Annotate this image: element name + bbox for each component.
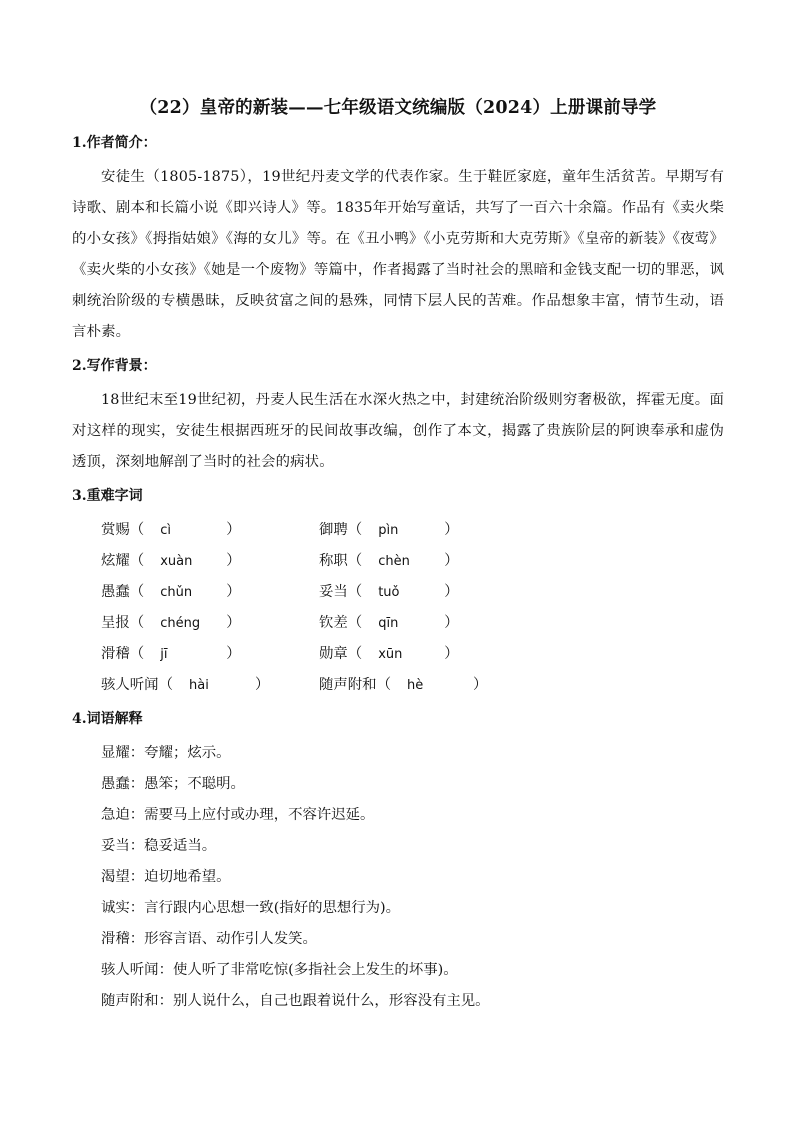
definition-item: 愚蠢：愚笨；不聪明。 — [101, 776, 245, 792]
character-word: 随声附和 — [319, 677, 377, 693]
character-grid — [72, 515, 724, 701]
character-item — [101, 546, 319, 577]
close-paren: ） — [444, 584, 459, 600]
open-paren: （ — [129, 553, 145, 569]
character-pinyin: qīn — [378, 616, 399, 631]
close-paren: ） — [226, 615, 241, 631]
close-paren: ） — [444, 646, 459, 662]
character-word: 骇人听闻 — [101, 677, 159, 693]
character-word: 勋章 — [319, 646, 348, 662]
close-paren: ） — [226, 553, 241, 569]
close-paren: ） — [472, 677, 488, 693]
open-paren: （ — [129, 584, 145, 600]
character-row — [101, 639, 724, 670]
close-paren: ） — [226, 522, 241, 538]
character-pinyin: xuàn — [160, 554, 193, 569]
open-paren: （ — [347, 522, 363, 538]
close-paren: ） — [254, 677, 270, 693]
character-row — [101, 546, 724, 577]
character-word: 称职 — [319, 553, 348, 569]
definition-item: 妥当：稳妥适当。 — [101, 838, 217, 854]
definition-item: 骇人听闻：使人听了非常吃惊(多指社会上发生的坏事)。 — [101, 962, 458, 978]
character-pinyin: chèn — [378, 554, 410, 569]
open-paren: （ — [376, 677, 391, 693]
section-heading-background: 2.写作背景： — [72, 358, 157, 374]
section-heading-definitions: 4.词语解释 — [72, 711, 143, 727]
character-item — [319, 515, 459, 546]
character-item — [319, 546, 459, 577]
character-pinyin: pìn — [378, 523, 399, 538]
character-word: 炫耀 — [101, 553, 130, 569]
character-word: 呈报 — [101, 615, 130, 631]
character-pinyin: cì — [160, 523, 171, 538]
open-paren: （ — [129, 646, 145, 662]
document-page — [72, 96, 724, 1023]
character-item — [101, 670, 319, 701]
definition-item: 诚实：言行跟内心思想一致(指好的思想行为)。 — [101, 900, 401, 916]
open-paren: （ — [347, 646, 363, 662]
character-word: 愚蠢 — [101, 584, 130, 600]
character-row — [101, 670, 724, 701]
character-pinyin: tuǒ — [378, 585, 400, 600]
definition-item: 滑稽：形容言语、动作引人发笑。 — [101, 931, 317, 947]
character-item — [319, 670, 487, 701]
character-word: 御聘 — [319, 522, 348, 538]
character-item — [101, 515, 319, 546]
open-paren: （ — [129, 522, 145, 538]
close-paren: ） — [444, 522, 459, 538]
close-paren: ） — [444, 553, 459, 569]
definition-item: 随声附和：别人说什么，自己也跟着说什么，形容没有主见。 — [101, 993, 490, 1009]
section-definitions — [72, 707, 724, 1017]
character-item — [101, 608, 319, 639]
definition-list — [72, 738, 724, 1017]
section-background — [72, 354, 724, 478]
character-pinyin: jī — [160, 647, 168, 662]
open-paren: （ — [158, 677, 173, 693]
character-pinyin: hè — [406, 678, 424, 693]
section-heading-characters: 3.重难字词 — [72, 488, 143, 504]
author-paragraph: 安徒生（1805-1875），19世纪丹麦文学的代表作家。生于鞋匠家庭，童年生活贫苦。早期写有诗歌、剧本和长篇小说《即兴诗人》等。1835年开始写童话，共写了一百六十余篇。作品有《卖火柴的小女孩》《拇指姑娘》《海的女儿》等。在《丑小鸭》《小克劳斯和大克劳斯》《皇帝的新装》《夜莺》《卖火柴的小女孩》《她是一个废物》等篇中，作者揭露了当时社会的黑暗和金钱支配一切的罪恶，讽刺统治阶级的专横愚昧，反映贫富之间的悬殊，同情下层人民的苦难。作品想象丰富，情节生动，语言朴素。 — [72, 169, 724, 340]
character-item — [101, 577, 319, 608]
character-pinyin: chéng — [160, 616, 201, 631]
section-author — [72, 131, 724, 348]
character-item — [319, 639, 459, 670]
close-paren: ） — [444, 615, 459, 631]
definition-item: 显耀：夸耀；炫示。 — [101, 745, 231, 761]
character-row — [101, 515, 724, 546]
character-item — [319, 577, 459, 608]
definition-item: 渴望：迫切地希望。 — [101, 869, 231, 885]
open-paren: （ — [347, 553, 363, 569]
character-row — [101, 577, 724, 608]
open-paren: （ — [129, 615, 145, 631]
background-paragraph: 18世纪末至19世纪初，丹麦人民生活在水深火热之中，封建统治阶级则穷奢极欲，挥霍无度。面对这样的现实，安徒生根据西班牙的民间故事改编，创作了本文，揭露了贵族阶层的阿谀奉承和虚伪透顶，深刻地解剖了当时的社会的病状。 — [72, 392, 724, 470]
character-word: 妥当 — [319, 584, 348, 600]
character-word: 滑稽 — [101, 646, 130, 662]
character-word: 钦差 — [319, 615, 348, 631]
document-title: （22）皇帝的新装——七年级语文统编版（2024）上册课前导学 — [139, 98, 657, 118]
character-row — [101, 608, 724, 639]
character-item — [101, 639, 319, 670]
close-paren: ） — [226, 646, 241, 662]
section-characters — [72, 484, 724, 701]
character-word: 赏赐 — [101, 522, 130, 538]
character-pinyin: chǔn — [160, 585, 193, 600]
section-heading-author: 1.作者简介： — [72, 135, 157, 151]
character-pinyin: hài — [188, 678, 209, 693]
open-paren: （ — [347, 584, 363, 600]
character-item — [319, 608, 459, 639]
open-paren: （ — [347, 615, 363, 631]
close-paren: ） — [226, 584, 241, 600]
character-pinyin: xūn — [378, 647, 403, 662]
definition-item: 急迫：需要马上应付或办理，不容许迟延。 — [101, 807, 375, 823]
